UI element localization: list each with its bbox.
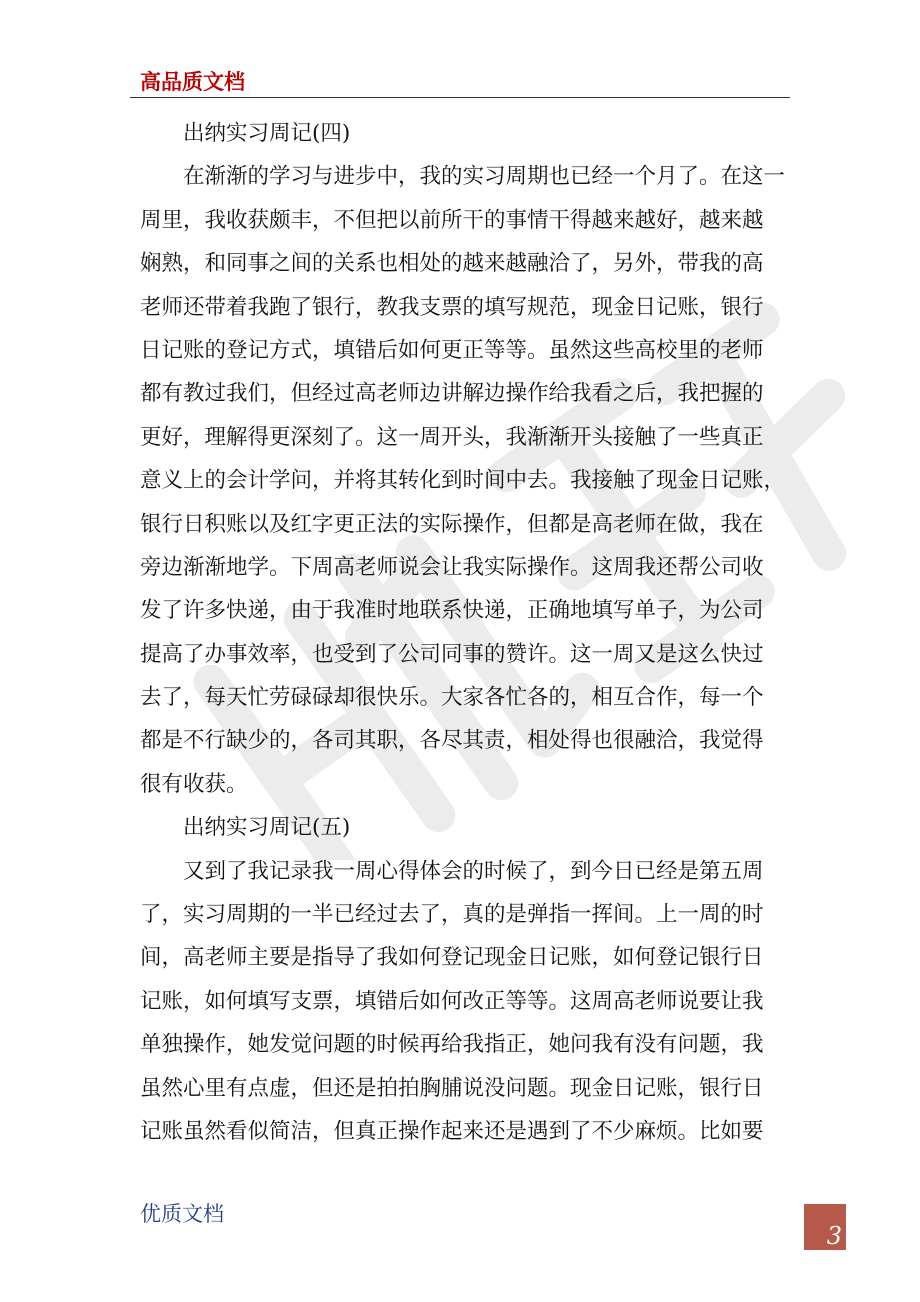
paragraph-line: 提高了办事效率，也受到了公司同事的赞许。这一周又是这么快过 bbox=[140, 641, 764, 667]
paragraph-line: 更好，理解得更深刻了。这一周开头，我渐渐开头接触了一些真正 bbox=[140, 424, 764, 450]
document-body bbox=[140, 112, 790, 1153]
paragraph-line: 娴熟，和同事之间的关系也相处的越来越融洽了，另外，带我的高 bbox=[140, 251, 764, 277]
footer-title: 优质文档 bbox=[140, 1202, 224, 1226]
page-number: 3 bbox=[826, 1222, 842, 1250]
paragraph-line: 都有教过我们，但经过高老师边讲解边操作给我看之后，我把握的 bbox=[140, 381, 764, 407]
paragraph-line: 记账虽然看似简洁，但真正操作起来还是遇到了不少麻烦。比如要 bbox=[140, 1118, 764, 1144]
paragraph-line: 很有收获。 bbox=[140, 771, 248, 797]
paragraph-line: 周里，我收获颇丰，不但把以前所干的事情干得越来越好，越来越 bbox=[140, 207, 764, 233]
paragraph-line: 旁边渐渐地学。下周高老师说会让我实际操作。这周我还帮公司收 bbox=[140, 554, 764, 580]
section-heading-week5: 出纳实习周记(五) bbox=[183, 815, 351, 841]
paragraph-line: 意义上的会计学问，并将其转化到时间中去。我接触了现金日记账， bbox=[140, 468, 786, 494]
paragraph-line: 银行日积账以及红字更正法的实际操作，但都是高老师在做，我在 bbox=[140, 511, 764, 537]
paragraph-line: 都是不行缺少的，各司其职，各尽其责，相处得也很融洽，我觉得 bbox=[140, 728, 764, 754]
page-number-badge bbox=[804, 1204, 846, 1250]
paragraph-line: 在渐渐的学习与进步中，我的实习周期也已经一个月了。在这一 bbox=[183, 164, 786, 190]
paragraph-line: 去了，每天忙劳碌碌却很快乐。大家各忙各的，相互合作，每一个 bbox=[140, 685, 764, 711]
paragraph-line: 单独操作，她发觉问题的时候再给我指正，她问我有没有问题，我 bbox=[140, 1032, 764, 1058]
header-divider bbox=[130, 97, 790, 98]
paragraph-line: 了，实习周期的一半已经过去了，真的是弹指一挥间。上一周的时 bbox=[140, 902, 764, 928]
paragraph-line: 发了许多快递，由于我准时地联系快递，正确地填写单子，为公司 bbox=[140, 598, 764, 624]
paragraph-line: 日记账的登记方式，填错后如何更正等等。虽然这些高校里的老师 bbox=[140, 337, 764, 363]
paragraph-line: 虽然心里有点虚，但还是拍拍胸脯说没问题。现金日记账，银行日 bbox=[140, 1075, 764, 1101]
paragraph-line: 老师还带着我跑了银行，教我支票的填写规范，现金日记账，银行 bbox=[140, 294, 764, 320]
paragraph-line: 间，高老师主要是指导了我如何登记现金日记账，如何登记银行日 bbox=[140, 945, 764, 971]
section-heading-week4: 出纳实习周记(四) bbox=[183, 121, 351, 146]
paragraph-line: 又到了我记录我一周心得体会的时候了，到今日已经是第五周 bbox=[183, 858, 764, 884]
paragraph-line: 记账，如何填写支票，填错后如何改正等等。这周高老师说要让我 bbox=[140, 988, 764, 1014]
header-title: 高品质文档 bbox=[140, 70, 245, 94]
